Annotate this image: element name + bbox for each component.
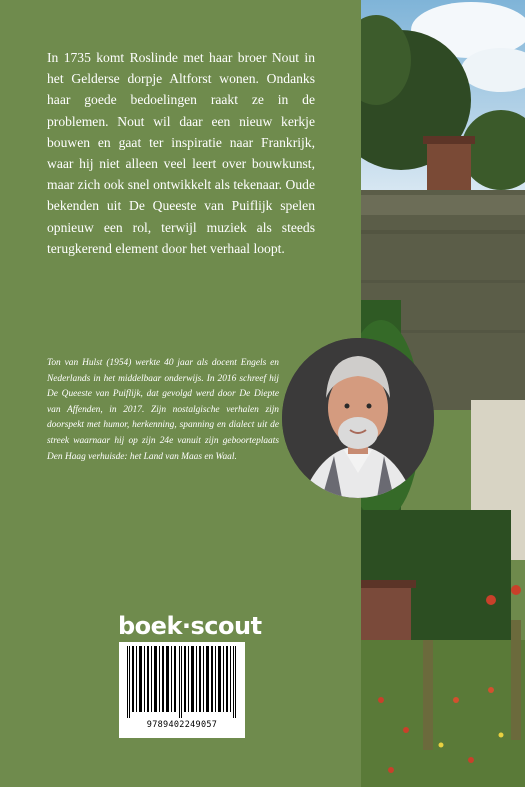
author-photo-image xyxy=(282,338,434,498)
publisher-logo: boek·scout xyxy=(118,612,262,640)
barcode-bars xyxy=(125,646,239,718)
author-portrait xyxy=(282,338,434,498)
author-bio: Ton van Hulst (1954) werkte 40 jaar als docent Engels en Nederlands in het middelbaar onderwijs. In 2016 schreef hij De Queeste van Puiflijk, dat gevolgd werd door De Diepte van Affenden, in 2017. Zijn nostalgische verhalen zijn doorspekt met humor, herkenning, spanning en dialect uit de streek waarnaar hij op zijn 24e vanuit zijn geboorteplaats Den Haag verhuisde: het Land van Maas en Waal. xyxy=(47,358,279,462)
isbn-barcode xyxy=(119,642,245,738)
book-blurb: In 1735 komt Roslinde met haar broer Nout in het Gelderse dorpje Altforst wonen. Ondanks haar goede bedoelingen raakt ze in de problemen. Nout wil daar een nieuw kerkje bouwen en gaat ter inspiratie naar Frankrijk, waar hij niet alleen veel leert over bouwkunst, maar zich ook snel ontwikkelt als tekenaar. Oude bekenden uit De Queeste van Puiflijk spelen opnieuw een rol, terwijl muziek als steeds terugkerend element door het verhaal loopt. xyxy=(47,50,315,256)
isbn-number: 9789402249057 xyxy=(146,720,218,730)
